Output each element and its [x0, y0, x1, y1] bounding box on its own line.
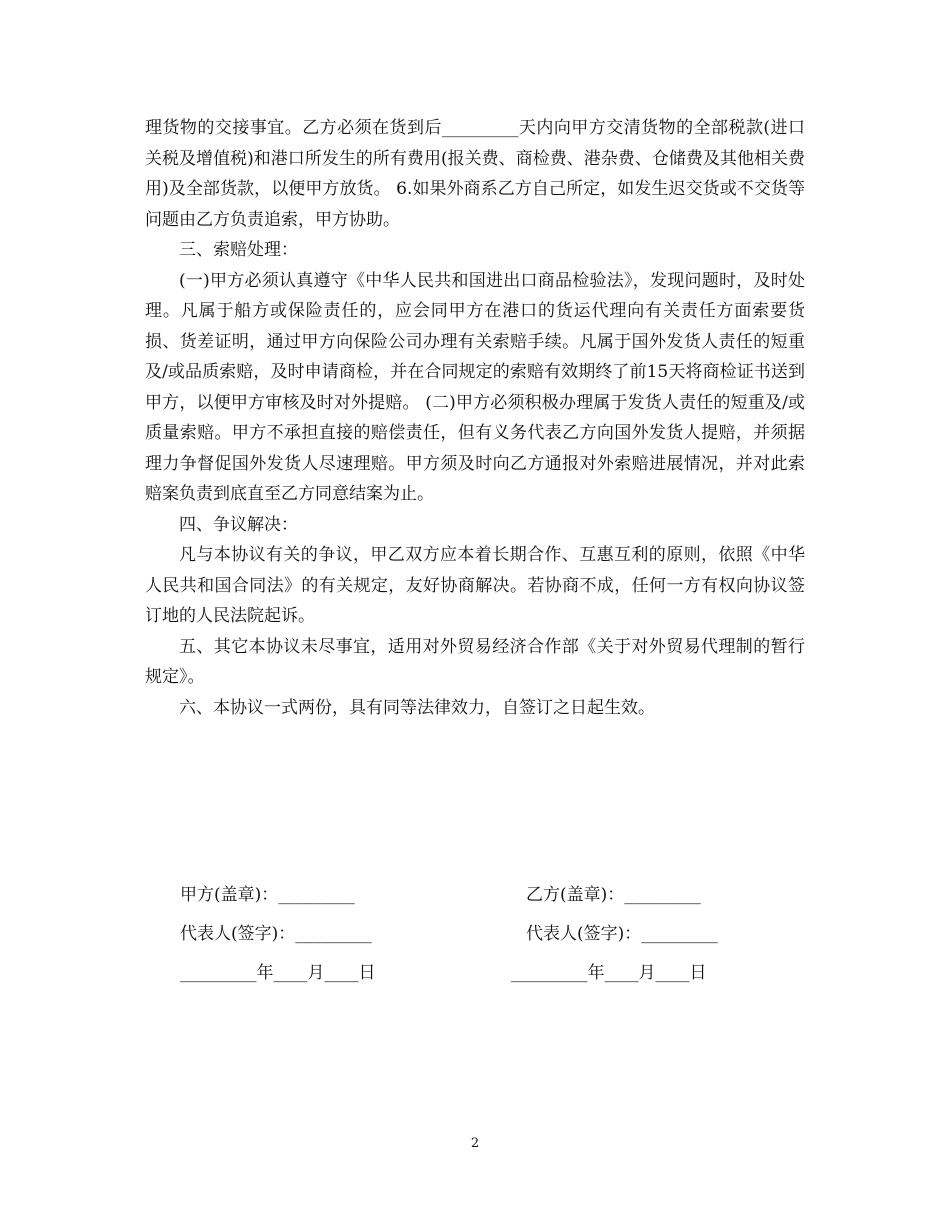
heading-dispute: 四、争议解决： [179, 514, 298, 535]
party-b-seal-field: 乙方(盖章)：_________ [526, 885, 701, 905]
party-b-representative-field: 代表人(签字)：_________ [526, 924, 718, 944]
party-a-date-field: _________年____月____日 [180, 963, 376, 983]
paragraph-dispute: 凡与本协议有关的争议，甲乙双方应本着长期合作、互惠互利的原则，依照《中华人民共和国合同法》的有关规定，友好协商解决。若协商不成，任何一方有权向协议签订地的人民法院起诉。 [145, 545, 805, 626]
paragraph-copies: 六、本协议一式两份，具有同等法律效力，自签订之日起生效。 [179, 697, 655, 718]
signature-block [180, 880, 820, 997]
party-b-date-field: _________年____月____日 [511, 963, 707, 983]
party-a-seal-field: 甲方(盖章)：_________ [180, 885, 355, 905]
party-a-representative-field: 代表人(签字)：_________ [180, 924, 372, 944]
representative-row [180, 919, 820, 958]
paragraph-delivery-taxes: 理货物的交接事宜。乙方必须在货到后_________天内向甲方交清货物的全部税款(进口关税及增值税)和港口所发生的所有费用(报关费、商检费、港杂费、仓储费及其他相关费用)及全部货款，以便甲方放货。 6.如果外商系乙方自己所定，如发生迟交货或不交货等问题由乙方负责追索，甲方协助。 [145, 118, 805, 230]
paragraph-other-matters: 五、其它本协议未尽事宜，适用对外贸易经济合作部《关于对外贸易代理制的暂行规定》。 [145, 636, 805, 687]
page-number: 2 [470, 1136, 480, 1151]
seal-row [180, 880, 820, 919]
date-row [180, 958, 820, 997]
paragraph-claims: (一)甲方必须认真遵守《中华人民共和国进出口商品检验法》，发现问题时，及时处理。凡属于船方或保险责任的，应会同甲方在港口的货运代理向有关责任方面索要货损、货差证明，通过甲方向保险公司办理有关索赔手续。凡属于国外发货人责任的短重及/或品质索赔，及时申请商检，并在合同规定的索赔有效期终了前15天将商检证书送到甲方，以便甲方审核及时对外提赔。 (二)甲方必须积极办理属于发货人责任的短重及/或质量索赔。甲方不承担直接的赔偿责任，但有义务代表乙方向国外发货人提赔，并须据理力争督促国外发货人尽速理赔。甲方须及时向乙方通报对外索赔进展情况，并对此索赔案负责到底直至乙方同意结案为止。 [145, 270, 805, 504]
heading-claims: 三、索赔处理： [179, 240, 298, 260]
document-body [145, 113, 805, 723]
